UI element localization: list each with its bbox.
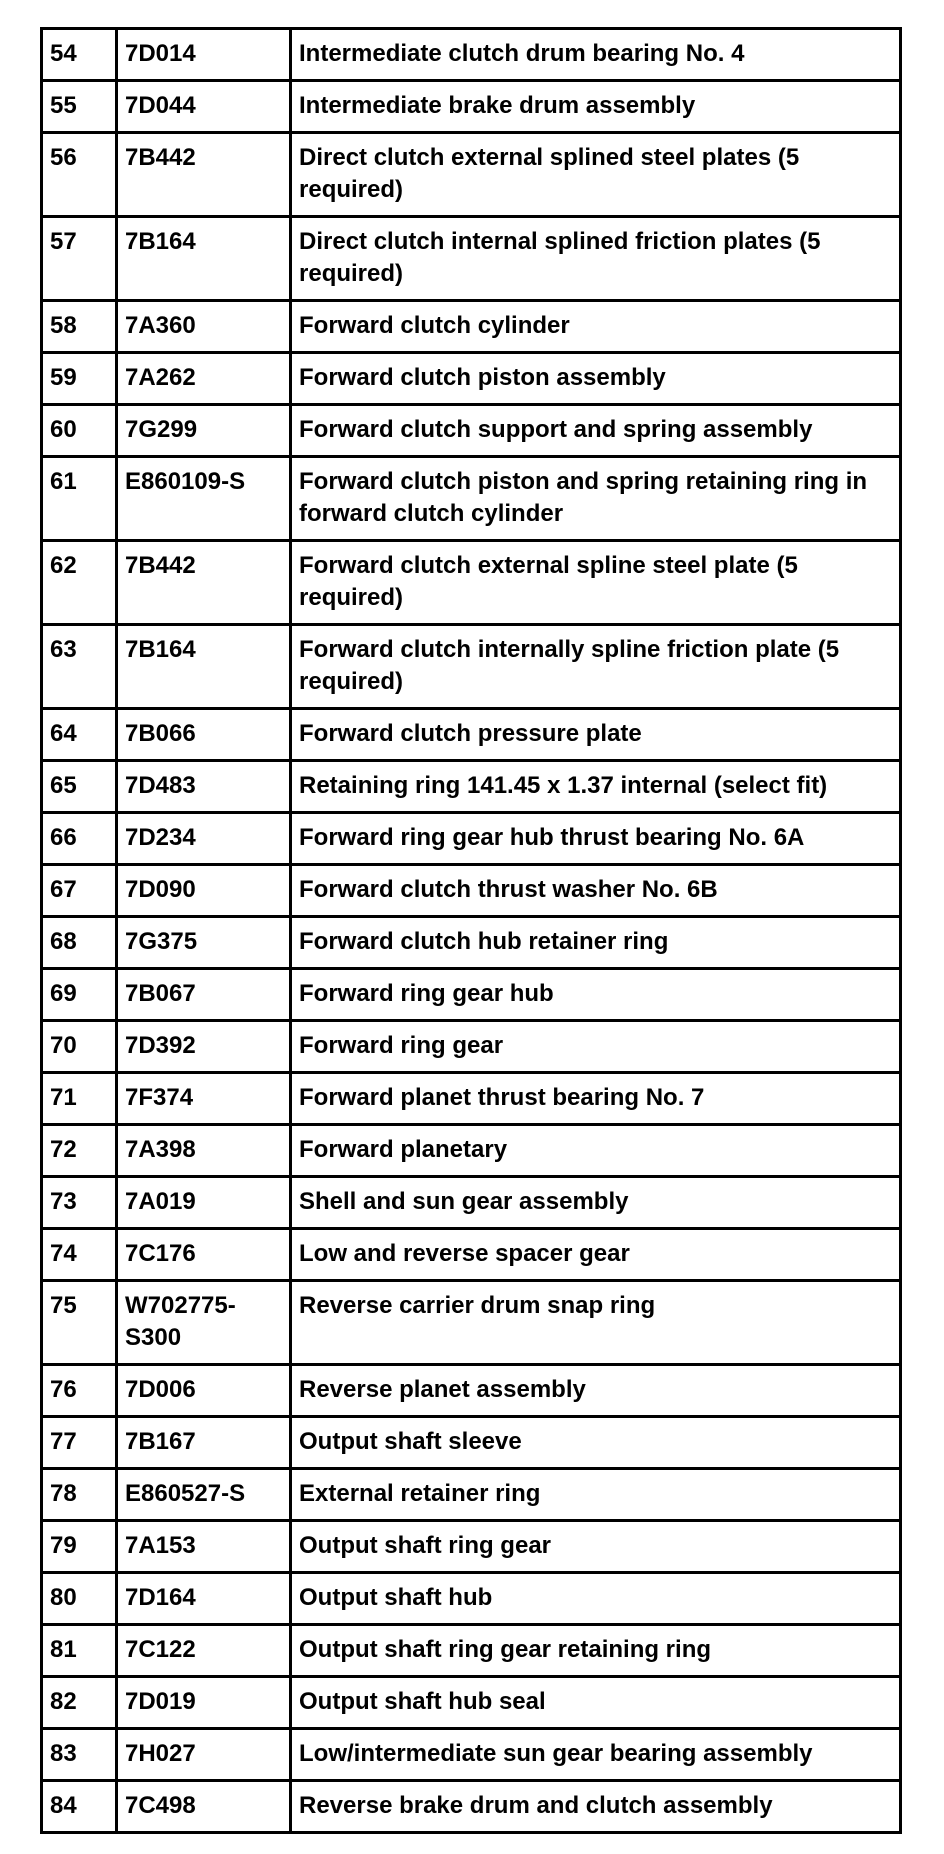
table-row — [42, 865, 901, 917]
description-cell: Intermediate brake drum assembly — [291, 81, 901, 133]
item-number-cell: 59 — [42, 353, 117, 405]
table-row — [42, 457, 901, 541]
description-cell: Forward clutch hub retainer ring — [291, 917, 901, 969]
part-number-cell: W702775-S300 — [117, 1281, 291, 1365]
table-row — [42, 969, 901, 1021]
item-number-cell: 60 — [42, 405, 117, 457]
item-number-cell: 70 — [42, 1021, 117, 1073]
table-row — [42, 1281, 901, 1365]
part-number-cell: 7A262 — [117, 353, 291, 405]
table-row — [42, 709, 901, 761]
description-cell: Forward ring gear hub thrust bearing No. 6A — [291, 813, 901, 865]
part-number-cell: 7D164 — [117, 1573, 291, 1625]
part-number-cell: 7G375 — [117, 917, 291, 969]
part-number-cell: 7A398 — [117, 1125, 291, 1177]
part-number-cell: 7H027 — [117, 1729, 291, 1781]
item-number-cell: 77 — [42, 1417, 117, 1469]
description-cell: Forward planetary — [291, 1125, 901, 1177]
description-cell: Forward clutch internally spline friction plate (5 required) — [291, 625, 901, 709]
table-row — [42, 133, 901, 217]
description-cell: Forward clutch external spline steel plate (5 required) — [291, 541, 901, 625]
part-number-cell: 7D019 — [117, 1677, 291, 1729]
description-cell: Retaining ring 141.45 x 1.37 internal (select fit) — [291, 761, 901, 813]
part-number-cell: 7B066 — [117, 709, 291, 761]
table-row — [42, 625, 901, 709]
part-number-cell: 7B164 — [117, 625, 291, 709]
part-number-cell: 7D392 — [117, 1021, 291, 1073]
item-number-cell: 58 — [42, 301, 117, 353]
table-row — [42, 81, 901, 133]
description-cell: Output shaft hub seal — [291, 1677, 901, 1729]
description-cell: Forward ring gear — [291, 1021, 901, 1073]
part-number-cell: 7C122 — [117, 1625, 291, 1677]
description-cell: Low/intermediate sun gear bearing assembly — [291, 1729, 901, 1781]
item-number-cell: 73 — [42, 1177, 117, 1229]
part-number-cell: 7A360 — [117, 301, 291, 353]
part-number-cell: 7C498 — [117, 1781, 291, 1833]
table-row — [42, 1365, 901, 1417]
item-number-cell: 62 — [42, 541, 117, 625]
part-number-cell: 7D234 — [117, 813, 291, 865]
part-number-cell: 7B442 — [117, 541, 291, 625]
part-number-cell: 7A019 — [117, 1177, 291, 1229]
item-number-cell: 61 — [42, 457, 117, 541]
table-row — [42, 1417, 901, 1469]
table-row — [42, 1021, 901, 1073]
item-number-cell: 54 — [42, 29, 117, 81]
table-row — [42, 1781, 901, 1833]
item-number-cell: 75 — [42, 1281, 117, 1365]
item-number-cell: 55 — [42, 81, 117, 133]
table-row — [42, 29, 901, 81]
item-number-cell: 71 — [42, 1073, 117, 1125]
item-number-cell: 68 — [42, 917, 117, 969]
table-row — [42, 1729, 901, 1781]
description-cell: Intermediate clutch drum bearing No. 4 — [291, 29, 901, 81]
description-cell: Forward clutch cylinder — [291, 301, 901, 353]
item-number-cell: 66 — [42, 813, 117, 865]
part-number-cell: 7A153 — [117, 1521, 291, 1573]
description-cell: Direct clutch internal splined friction plates (5 required) — [291, 217, 901, 301]
table-row — [42, 405, 901, 457]
part-number-cell: E860109-S — [117, 457, 291, 541]
item-number-cell: 57 — [42, 217, 117, 301]
parts-table-body — [42, 29, 901, 1833]
item-number-cell: 74 — [42, 1229, 117, 1281]
item-number-cell: 81 — [42, 1625, 117, 1677]
table-row — [42, 813, 901, 865]
table-row — [42, 1677, 901, 1729]
description-cell: Reverse brake drum and clutch assembly — [291, 1781, 901, 1833]
part-number-cell: 7D044 — [117, 81, 291, 133]
description-cell: Low and reverse spacer gear — [291, 1229, 901, 1281]
part-number-cell: 7B164 — [117, 217, 291, 301]
description-cell: Output shaft ring gear retaining ring — [291, 1625, 901, 1677]
description-cell: Direct clutch external splined steel plates (5 required) — [291, 133, 901, 217]
part-number-cell: 7B167 — [117, 1417, 291, 1469]
parts-table — [40, 27, 902, 1834]
description-cell: Output shaft sleeve — [291, 1417, 901, 1469]
part-number-cell: E860527-S — [117, 1469, 291, 1521]
table-row — [42, 301, 901, 353]
item-number-cell: 83 — [42, 1729, 117, 1781]
item-number-cell: 76 — [42, 1365, 117, 1417]
part-number-cell: 7D090 — [117, 865, 291, 917]
item-number-cell: 56 — [42, 133, 117, 217]
table-row — [42, 1073, 901, 1125]
item-number-cell: 69 — [42, 969, 117, 1021]
description-cell: Reverse planet assembly — [291, 1365, 901, 1417]
table-row — [42, 1469, 901, 1521]
item-number-cell: 78 — [42, 1469, 117, 1521]
description-cell: Forward clutch piston and spring retaining ring in forward clutch cylinder — [291, 457, 901, 541]
part-number-cell: 7D483 — [117, 761, 291, 813]
item-number-cell: 80 — [42, 1573, 117, 1625]
item-number-cell: 64 — [42, 709, 117, 761]
table-row — [42, 353, 901, 405]
part-number-cell: 7F374 — [117, 1073, 291, 1125]
table-row — [42, 217, 901, 301]
part-number-cell: 7D006 — [117, 1365, 291, 1417]
item-number-cell: 84 — [42, 1781, 117, 1833]
table-row — [42, 761, 901, 813]
description-cell: Forward ring gear hub — [291, 969, 901, 1021]
table-row — [42, 1229, 901, 1281]
description-cell: Forward clutch thrust washer No. 6B — [291, 865, 901, 917]
table-row — [42, 541, 901, 625]
description-cell: Shell and sun gear assembly — [291, 1177, 901, 1229]
part-number-cell: 7B067 — [117, 969, 291, 1021]
item-number-cell: 63 — [42, 625, 117, 709]
description-cell: Forward clutch pressure plate — [291, 709, 901, 761]
part-number-cell: 7G299 — [117, 405, 291, 457]
description-cell: Output shaft ring gear — [291, 1521, 901, 1573]
part-number-cell: 7B442 — [117, 133, 291, 217]
item-number-cell: 65 — [42, 761, 117, 813]
description-cell: Output shaft hub — [291, 1573, 901, 1625]
item-number-cell: 67 — [42, 865, 117, 917]
description-cell: Reverse carrier drum snap ring — [291, 1281, 901, 1365]
part-number-cell: 7C176 — [117, 1229, 291, 1281]
table-row — [42, 1177, 901, 1229]
description-cell: Forward clutch support and spring assembly — [291, 405, 901, 457]
item-number-cell: 72 — [42, 1125, 117, 1177]
part-number-cell: 7D014 — [117, 29, 291, 81]
description-cell: External retainer ring — [291, 1469, 901, 1521]
table-row — [42, 917, 901, 969]
table-row — [42, 1573, 901, 1625]
item-number-cell: 82 — [42, 1677, 117, 1729]
table-row — [42, 1125, 901, 1177]
table-row — [42, 1521, 901, 1573]
item-number-cell: 79 — [42, 1521, 117, 1573]
description-cell: Forward clutch piston assembly — [291, 353, 901, 405]
table-row — [42, 1625, 901, 1677]
description-cell: Forward planet thrust bearing No. 7 — [291, 1073, 901, 1125]
